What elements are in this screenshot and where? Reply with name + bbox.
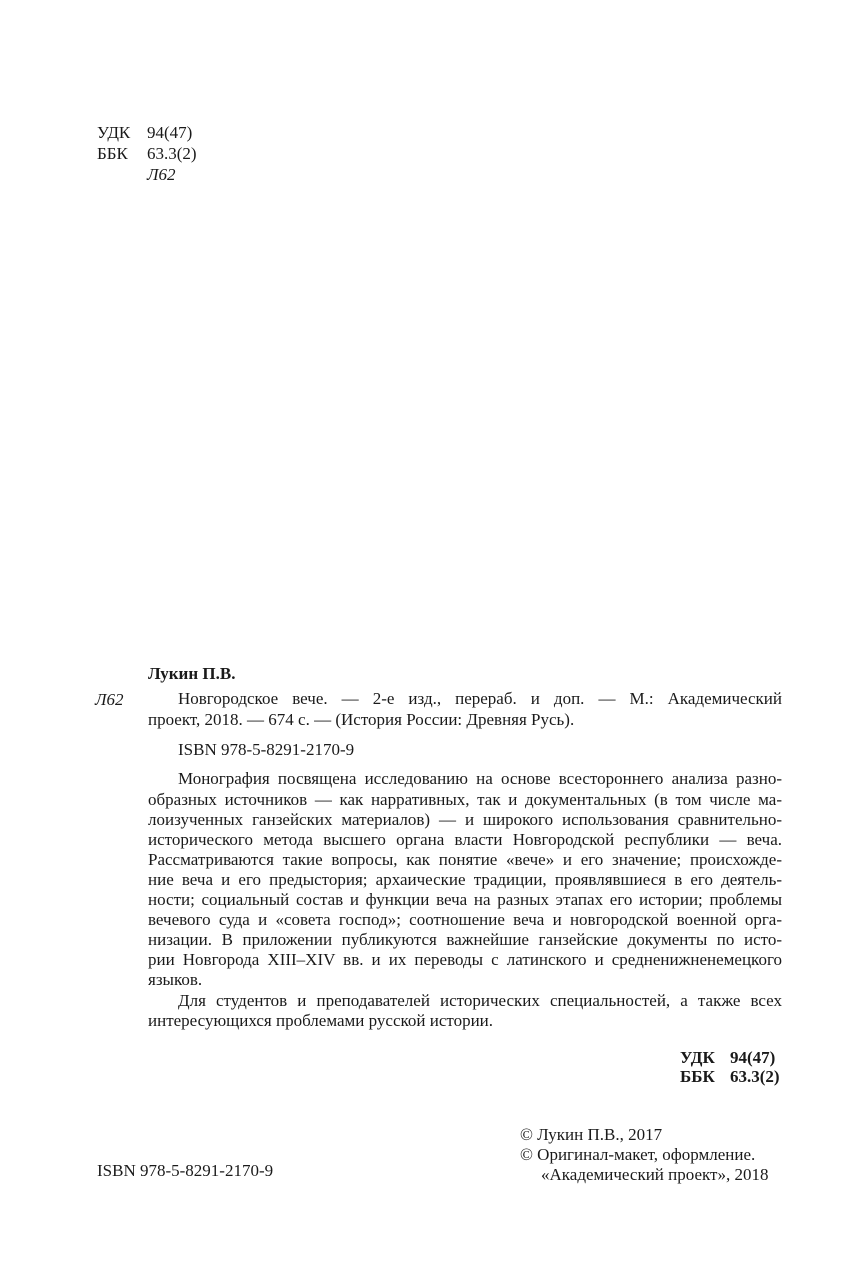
- catalog-title-line: Новгородское вече. — 2-е изд., перераб. и доп. — М.: Академический: [178, 689, 782, 708]
- annotation-line: рии Новгорода XIII–XIV вв. и их переводы с латинского и средненижненемецкого: [148, 950, 782, 969]
- catalog-isbn: ISBN 978-5-8291-2170-9: [178, 740, 355, 759]
- top-author-mark: Л62: [147, 165, 176, 184]
- bottom-udk-line: [680, 1048, 775, 1068]
- catalog-title-line: проект, 2018. — 674 с. — (История России: Древняя Русь).: [148, 710, 575, 729]
- catalog-author: Лукин П.В.: [148, 664, 236, 683]
- copyright-line: © Оригинал-макет, оформление.: [520, 1145, 756, 1164]
- annotation-line: ности; социальный состав и функции веча на разных этапах его истории; проблемы: [148, 890, 782, 909]
- annotation-line: образных источников — как нарративных, так и документальных (в том числе ма-: [148, 790, 782, 809]
- annotation-line: низации. В приложении публикуются важнейшие ганзейские документы по исто-: [148, 930, 782, 949]
- udk-label: УДК: [680, 1048, 715, 1067]
- annotation-line: лоизученных ганзейских материалов) — и широкого использования сравнительно-: [148, 810, 782, 829]
- audience-line: Для студентов и преподавателей исторических специальностей, а также всех: [178, 991, 782, 1010]
- audience-line: интересующихся проблемами русской истории.: [148, 1011, 494, 1030]
- bbk-value: 63.3(2): [730, 1067, 780, 1086]
- copyright-line: © Лукин П.В., 2017: [520, 1125, 663, 1144]
- annotation-line: Монография посвящена исследованию на основе всестороннего анализа разно-: [178, 769, 782, 788]
- catalog-author-mark: Л62: [95, 690, 124, 709]
- copyright-line: «Академический проект», 2018: [541, 1165, 769, 1184]
- annotation-line: исторического метода высшего органа власти Новгородской республики — веча.: [148, 830, 782, 849]
- top-udk-line: [97, 123, 192, 143]
- annotation-line: Рассматриваются такие вопросы, как понятие «вече» и его значение; происхожде-: [148, 850, 782, 869]
- bbk-label: ББК: [97, 144, 128, 163]
- footer-isbn: ISBN 978-5-8291-2170-9: [97, 1161, 274, 1180]
- udk-label: УДК: [97, 123, 131, 142]
- udk-value: 94(47): [147, 123, 193, 142]
- annotation-line: языков.: [148, 970, 203, 989]
- top-bbk-line: [97, 144, 197, 164]
- bottom-bbk-line: [680, 1067, 780, 1087]
- annotation-line: вечевого суда и «совета господ»; соотношение веча и новгородской военной орга-: [148, 910, 782, 929]
- bbk-value: 63.3(2): [147, 144, 197, 163]
- udk-value: 94(47): [730, 1048, 776, 1067]
- annotation-line: ние веча и его предыстория; архаические традиции, проявлявшиеся в его деятель-: [148, 870, 782, 889]
- bbk-label: ББК: [680, 1067, 715, 1086]
